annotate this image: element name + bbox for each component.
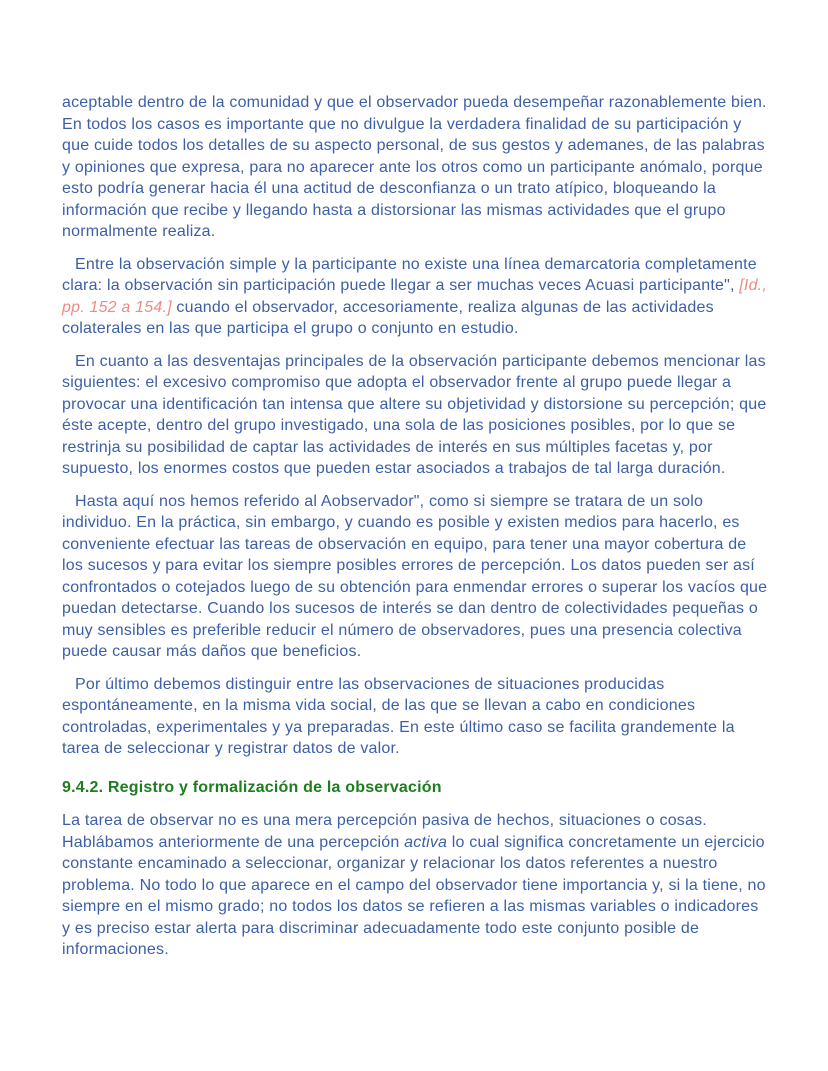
paragraph xyxy=(62,810,770,961)
text-segment: Hasta aquí nos hemos referido al Aobservador", como si siempre se tratara de un solo individuo. En la práctica, sin embargo, y cuando es posible y existen medios para hacerlo, es conveniente efectuar las tareas de observación en equipo, para tener una mayor cobertura de los sucesos y para evitar los siempre posibles errores de percepción. Los datos pueden ser así confrontados o cotejados luego de su obtención para enmendar errores o superar los vacíos que puedan detectarse. Cuando los sucesos de interés se dan dentro de colectividades pequeñas o muy sensibles es preferible reducir el número de observadores, pues una presencia colectiva puede causar más daños que beneficios. xyxy=(62,492,768,660)
text-segment: activa xyxy=(404,833,448,851)
text-segment: La tarea de observar no es una mera percepción pasiva de hechos, situaciones o cosas. Hablábamos anteriormente de una percepción xyxy=(62,812,707,851)
paragraph xyxy=(62,254,770,340)
citation-reference: [Id., pp. 152 a 154.] xyxy=(62,277,767,316)
text-segment: Por último debemos distinguir entre las observaciones de situaciones producidas espontáneamente, en la misma vida social, de las que se llevan a cabo en condiciones controladas, experimentales y ya preparadas. En este último caso se facilita grandemente la tarea de seleccionar y registrar datos de valor. xyxy=(62,675,735,757)
text-segment: Entre la observación simple y la participante no existe una línea demarcatoria completamente clara: la observación sin participación puede llegar a ser muchas veces Acuasi participante", xyxy=(62,255,757,294)
paragraph xyxy=(62,351,770,480)
document-body xyxy=(62,92,770,961)
paragraph xyxy=(62,92,770,243)
section-heading: 9.4.2. Registro y formalización de la observación xyxy=(62,778,442,796)
paragraph xyxy=(62,674,770,760)
paragraph xyxy=(62,491,770,663)
text-segment: cuando el observador, accesoriamente, realiza algunas de las actividades colaterales en las que participa el grupo o conjunto en estudio. xyxy=(62,298,714,337)
text-segment: lo cual significa concretamente un ejercicio constante encaminado a seleccionar, organizar y relacionar los datos referentes a nuestro problema. No todo lo que aparece en el campo del observador tiene importancia y, si la tiene, no siempre en el mismo grado; no todos los datos se refieren a las mismas variables o indicadores y es preciso estar alerta para discriminar adecuadamente todo este conjunto posible de informaciones. xyxy=(62,833,766,958)
text-segment: aceptable dentro de la comunidad y que el observador pueda desempeñar razonablemente bien. En todos los casos es importante que no divulgue la verdadera finalidad de su participación y que cuide todos los detalles de su aspecto personal, de sus gestos y ademanes, de las palabras y opiniones que expresa, para no aparecer ante los otros como un participante anómalo, porque esto podría generar hacia él una actitud de desconfianza o un trato atípico, bloqueando la información que recibe y llegando hasta a distorsionar las mismas actividades que el grupo normalmente realiza. xyxy=(62,94,767,240)
text-segment: En cuanto a las desventajas principales de la observación participante debemos mencionar las siguientes: el excesivo compromiso que adopta el observador frente al grupo puede llegar a provocar una identificación tan intensa que altere su objetividad y distorsione su percepción; que éste acepte, dentro del grupo investigado, una sola de las posiciones posibles, por lo que se restrinja su posibilidad de captar las actividades de interés en sus múltiples facetas y, por supuesto, los enormes costos que pueden estar asociados a trabajos de tal larga duración. xyxy=(62,352,767,477)
